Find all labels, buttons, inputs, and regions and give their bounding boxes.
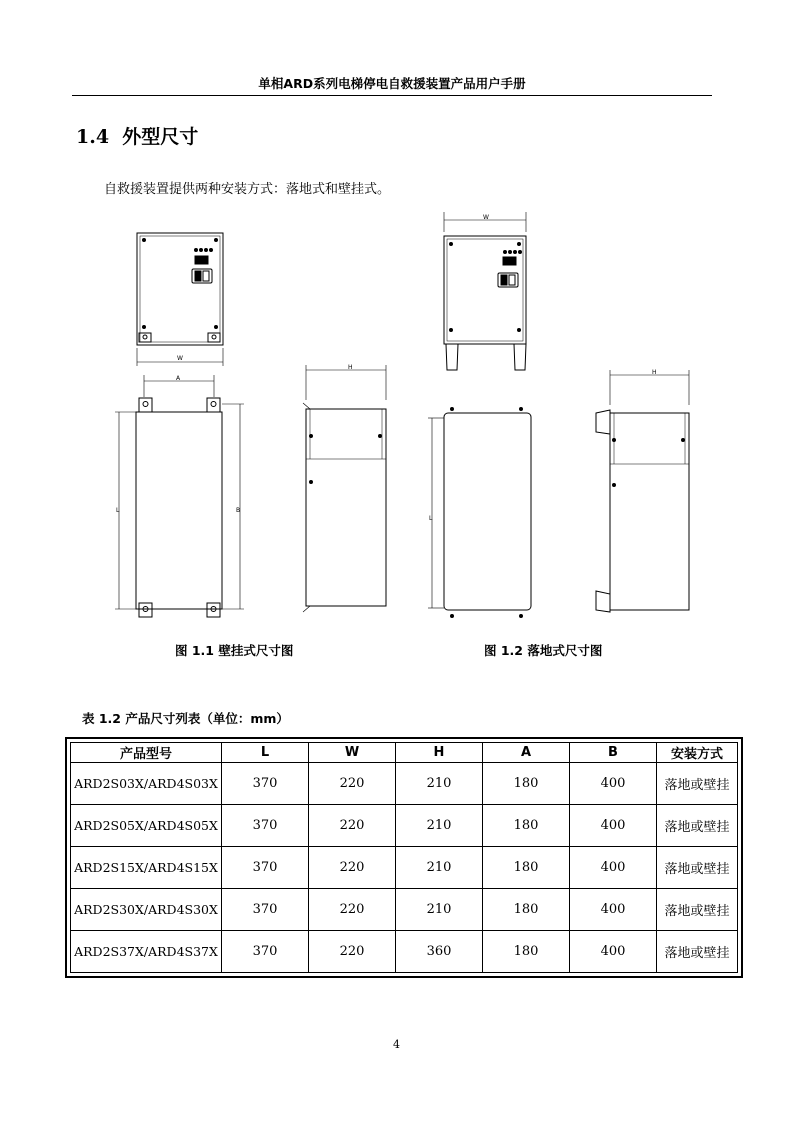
dim-label-l1: L — [116, 507, 120, 514]
dim-label-w1: W — [177, 355, 183, 362]
col-header-h: H — [396, 743, 483, 763]
table-row — [71, 763, 738, 805]
cell-w: 220 — [309, 847, 396, 889]
cell-w: 220 — [309, 889, 396, 931]
floor-mount-front-view — [444, 212, 526, 370]
cell-b: 400 — [570, 763, 657, 805]
cell-h: 360 — [396, 931, 483, 973]
cell-w: 220 — [309, 763, 396, 805]
cell-l: 370 — [222, 847, 309, 889]
dimensions-table-frame — [65, 737, 743, 978]
dim-label-l2: L — [429, 515, 433, 522]
cell-mount: 落地或壁挂 — [657, 847, 738, 889]
wall-mount-front-view — [137, 233, 223, 366]
cell-a: 180 — [483, 889, 570, 931]
cell-a: 180 — [483, 931, 570, 973]
col-header-model: 产品型号 — [71, 743, 222, 763]
cell-mount: 落地或壁挂 — [657, 805, 738, 847]
section-number: 1.4 — [76, 126, 110, 148]
figure-2-caption: 图 1.2 落地式尺寸图 — [484, 643, 603, 658]
wall-mount-dimension-view — [115, 375, 244, 617]
cell-b: 400 — [570, 805, 657, 847]
table-header-row — [71, 743, 738, 763]
col-header-a: A — [483, 743, 570, 763]
cell-l: 370 — [222, 805, 309, 847]
wall-mount-side-view — [303, 365, 386, 612]
cell-h: 210 — [396, 805, 483, 847]
cell-model: ARD2S03X/ARD4S03X — [71, 763, 222, 805]
cell-a: 180 — [483, 847, 570, 889]
intro-paragraph: 自救援装置提供两种安装方式：落地式和壁挂式。 — [104, 182, 391, 197]
running-header: 单相ARD系列电梯停电自救援装置产品用户手册 — [258, 76, 526, 91]
figure-1-caption: 图 1.1 壁挂式尺寸图 — [175, 643, 294, 658]
col-header-l: L — [222, 743, 309, 763]
table-row — [71, 889, 738, 931]
dim-label-w2: W — [483, 214, 489, 221]
dim-label-h2: H — [652, 369, 657, 376]
floor-mount-dimension-view — [428, 408, 531, 618]
dimensions-table — [70, 742, 738, 973]
col-header-w: W — [309, 743, 396, 763]
cell-b: 400 — [570, 847, 657, 889]
cell-model: ARD2S05X/ARD4S05X — [71, 805, 222, 847]
col-header-b: B — [570, 743, 657, 763]
cell-l: 370 — [222, 931, 309, 973]
page-number: 4 — [393, 1038, 400, 1051]
cell-mount: 落地或壁挂 — [657, 889, 738, 931]
cell-h: 210 — [396, 889, 483, 931]
cell-l: 370 — [222, 889, 309, 931]
dim-label-b: B — [236, 507, 241, 514]
cell-model: ARD2S30X/ARD4S30X — [71, 889, 222, 931]
section-heading: 外型尺寸 — [122, 126, 199, 148]
cell-h: 210 — [396, 847, 483, 889]
table-row — [71, 931, 738, 973]
cell-l: 370 — [222, 763, 309, 805]
dim-label-a: A — [176, 375, 181, 382]
cell-b: 400 — [570, 931, 657, 973]
cell-model: ARD2S37X/ARD4S37X — [71, 931, 222, 973]
cell-b: 400 — [570, 889, 657, 931]
cell-w: 220 — [309, 931, 396, 973]
cell-a: 180 — [483, 805, 570, 847]
cell-w: 220 — [309, 805, 396, 847]
col-header-mount: 安装方式 — [657, 743, 738, 763]
table-row — [71, 805, 738, 847]
cell-mount: 落地或壁挂 — [657, 931, 738, 973]
cell-mount: 落地或壁挂 — [657, 763, 738, 805]
dim-label-h1: H — [348, 364, 353, 371]
cell-h: 210 — [396, 763, 483, 805]
cell-model: ARD2S15X/ARD4S15X — [71, 847, 222, 889]
table-title: 表 1.2 产品尺寸列表（单位：mm） — [82, 711, 289, 726]
cell-a: 180 — [483, 763, 570, 805]
table-row — [71, 847, 738, 889]
floor-mount-side-view — [596, 370, 689, 612]
